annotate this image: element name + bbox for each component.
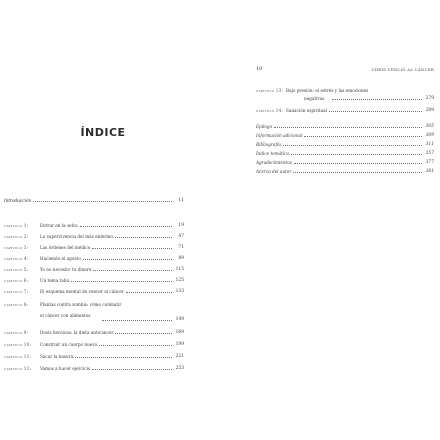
chapter-label: capítulo 13: (256, 88, 284, 93)
chapter-title: Vamos a hacer ejercicio (40, 366, 91, 371)
leader-dots (332, 99, 422, 100)
leader-dots (92, 248, 172, 249)
leader-dots (304, 136, 422, 137)
toc-page-number: 89 (178, 256, 184, 261)
chapter-title: Sanación espiritual (286, 108, 327, 113)
chapter-label: capítulo 4: (4, 256, 29, 261)
toc-page-number: 11 (178, 198, 184, 203)
toc-page-number: 149 (175, 317, 184, 322)
toc-page-number: 253 (175, 366, 184, 371)
toc-page-number: 357 (425, 151, 434, 156)
leader-dots (75, 357, 172, 358)
leader-dots (99, 345, 172, 346)
chapter-label: capítulo 9: (4, 330, 29, 335)
toc-row (4, 300, 184, 307)
leader-dots (293, 172, 422, 173)
chapter-label: capítulo 14: (256, 108, 284, 113)
back-matter-title: Bibliografía (256, 142, 281, 147)
toc-row (4, 276, 184, 283)
chapter-label: capítulo 3: (4, 245, 29, 250)
leader-dots (294, 163, 422, 164)
toc-row (4, 340, 184, 347)
toc-row (4, 243, 184, 250)
toc-page-number: 279 (425, 96, 434, 101)
toc-row-leader (330, 94, 434, 101)
index-heading: ÍNDICE (80, 126, 126, 139)
chapter-label: capítulo 5: (4, 267, 29, 272)
leader-dots (33, 201, 172, 202)
chapter-label: capítulo 11: (4, 354, 32, 359)
toc-row (256, 86, 434, 93)
toc-intro-title: Introducción (4, 198, 32, 203)
leader-dots (80, 226, 172, 227)
toc-page-number: 125 (175, 278, 184, 283)
back-matter-title: Acerca del autor (256, 169, 292, 174)
leader-dots (126, 292, 172, 293)
chapter-title-continued: negativas (304, 96, 325, 101)
leader-dots (115, 333, 172, 334)
chapter-title: Entrar en la selva (40, 223, 78, 228)
chapter-label: capítulo 12: (4, 366, 32, 371)
leader-dots (115, 237, 172, 238)
back-matter-title: Información adicional (256, 133, 303, 138)
toc-row (256, 158, 434, 165)
toc-row (4, 221, 184, 228)
toc-row (4, 265, 184, 272)
chapter-label: capítulo 6: (4, 278, 29, 283)
chapter-label: capítulo 10: (4, 342, 32, 347)
toc-page-number: 115 (175, 267, 184, 272)
chapter-title: Construir un cuerpo nuevo (40, 342, 98, 347)
chapter-title: Un tema tabú (40, 278, 70, 283)
leader-dots (329, 111, 422, 112)
right-page (220, 0, 440, 440)
toc-page-number: 221 (175, 354, 184, 359)
toc-intro-row (4, 196, 184, 203)
toc-page-number: 19 (178, 223, 184, 228)
toc-row (256, 167, 434, 174)
running-title: CHRIS VENCIÓ AL CÁNCER (371, 67, 434, 72)
toc-page-number: 289 (425, 108, 434, 113)
chapter-title: La supervivencia del más enfermo (40, 234, 113, 239)
toc-page-number: 47 (178, 234, 184, 239)
toc-row (256, 106, 434, 113)
leader-dots (71, 281, 172, 282)
chapter-title: Plantas contra zombis: cómo combatir (40, 302, 122, 307)
toc-page-number: 305 (425, 124, 434, 129)
toc-page-number: 311 (425, 142, 434, 147)
toc-page-number: 169 (175, 330, 184, 335)
toc-row (256, 122, 434, 129)
chapter-label: capítulo 1: (4, 223, 29, 228)
back-matter-title: Epílogo (256, 124, 273, 129)
toc-row (4, 364, 184, 371)
toc-row (4, 287, 184, 294)
chapter-title: Sacar la basura (40, 354, 74, 359)
chapter-title-continued: el cáncer con alimentos (40, 313, 91, 318)
toc-row (4, 352, 184, 359)
toc-page-number: 133 (175, 289, 184, 294)
chapter-title: El esquema mental de vencer al cáncer (40, 289, 124, 294)
toc-row-leader (100, 315, 184, 322)
leader-dots (283, 145, 422, 146)
chapter-title: Haciendo el agosto (40, 256, 81, 261)
toc-page-number: 309 (425, 133, 434, 138)
back-matter-title: Agradecimientos (256, 160, 292, 165)
toc-row (4, 232, 184, 239)
toc-row (256, 131, 434, 138)
toc-page-number: 381 (425, 169, 434, 174)
chapter-label: capítulo 8: (4, 302, 29, 307)
chapter-title: Bajo presión: el estrés y las emociones (286, 88, 369, 93)
toc-page-number: 71 (178, 245, 184, 250)
running-page-number: 10 (256, 66, 263, 72)
toc-page-number: 199 (175, 342, 184, 347)
leader-dots (102, 320, 172, 321)
leader-dots (83, 259, 172, 260)
toc-row (4, 328, 184, 335)
chapter-title: Dosis heroicas: la dieta anticáncer (40, 330, 114, 335)
back-matter-title: Índice temático (256, 151, 290, 156)
toc-row (256, 149, 434, 156)
chapter-title: Yo no necesito tu dinero (40, 267, 92, 272)
toc-page-number: 377 (425, 160, 434, 165)
toc-row (256, 140, 434, 147)
toc-row (4, 254, 184, 261)
chapter-label: capítulo 7: (4, 289, 29, 294)
leader-dots (291, 154, 422, 155)
chapter-label: capítulo 2: (4, 234, 29, 239)
leader-dots (274, 127, 422, 128)
chapter-title: Las órdenes del médico (40, 245, 91, 250)
leader-dots (92, 369, 172, 370)
leader-dots (93, 270, 172, 271)
